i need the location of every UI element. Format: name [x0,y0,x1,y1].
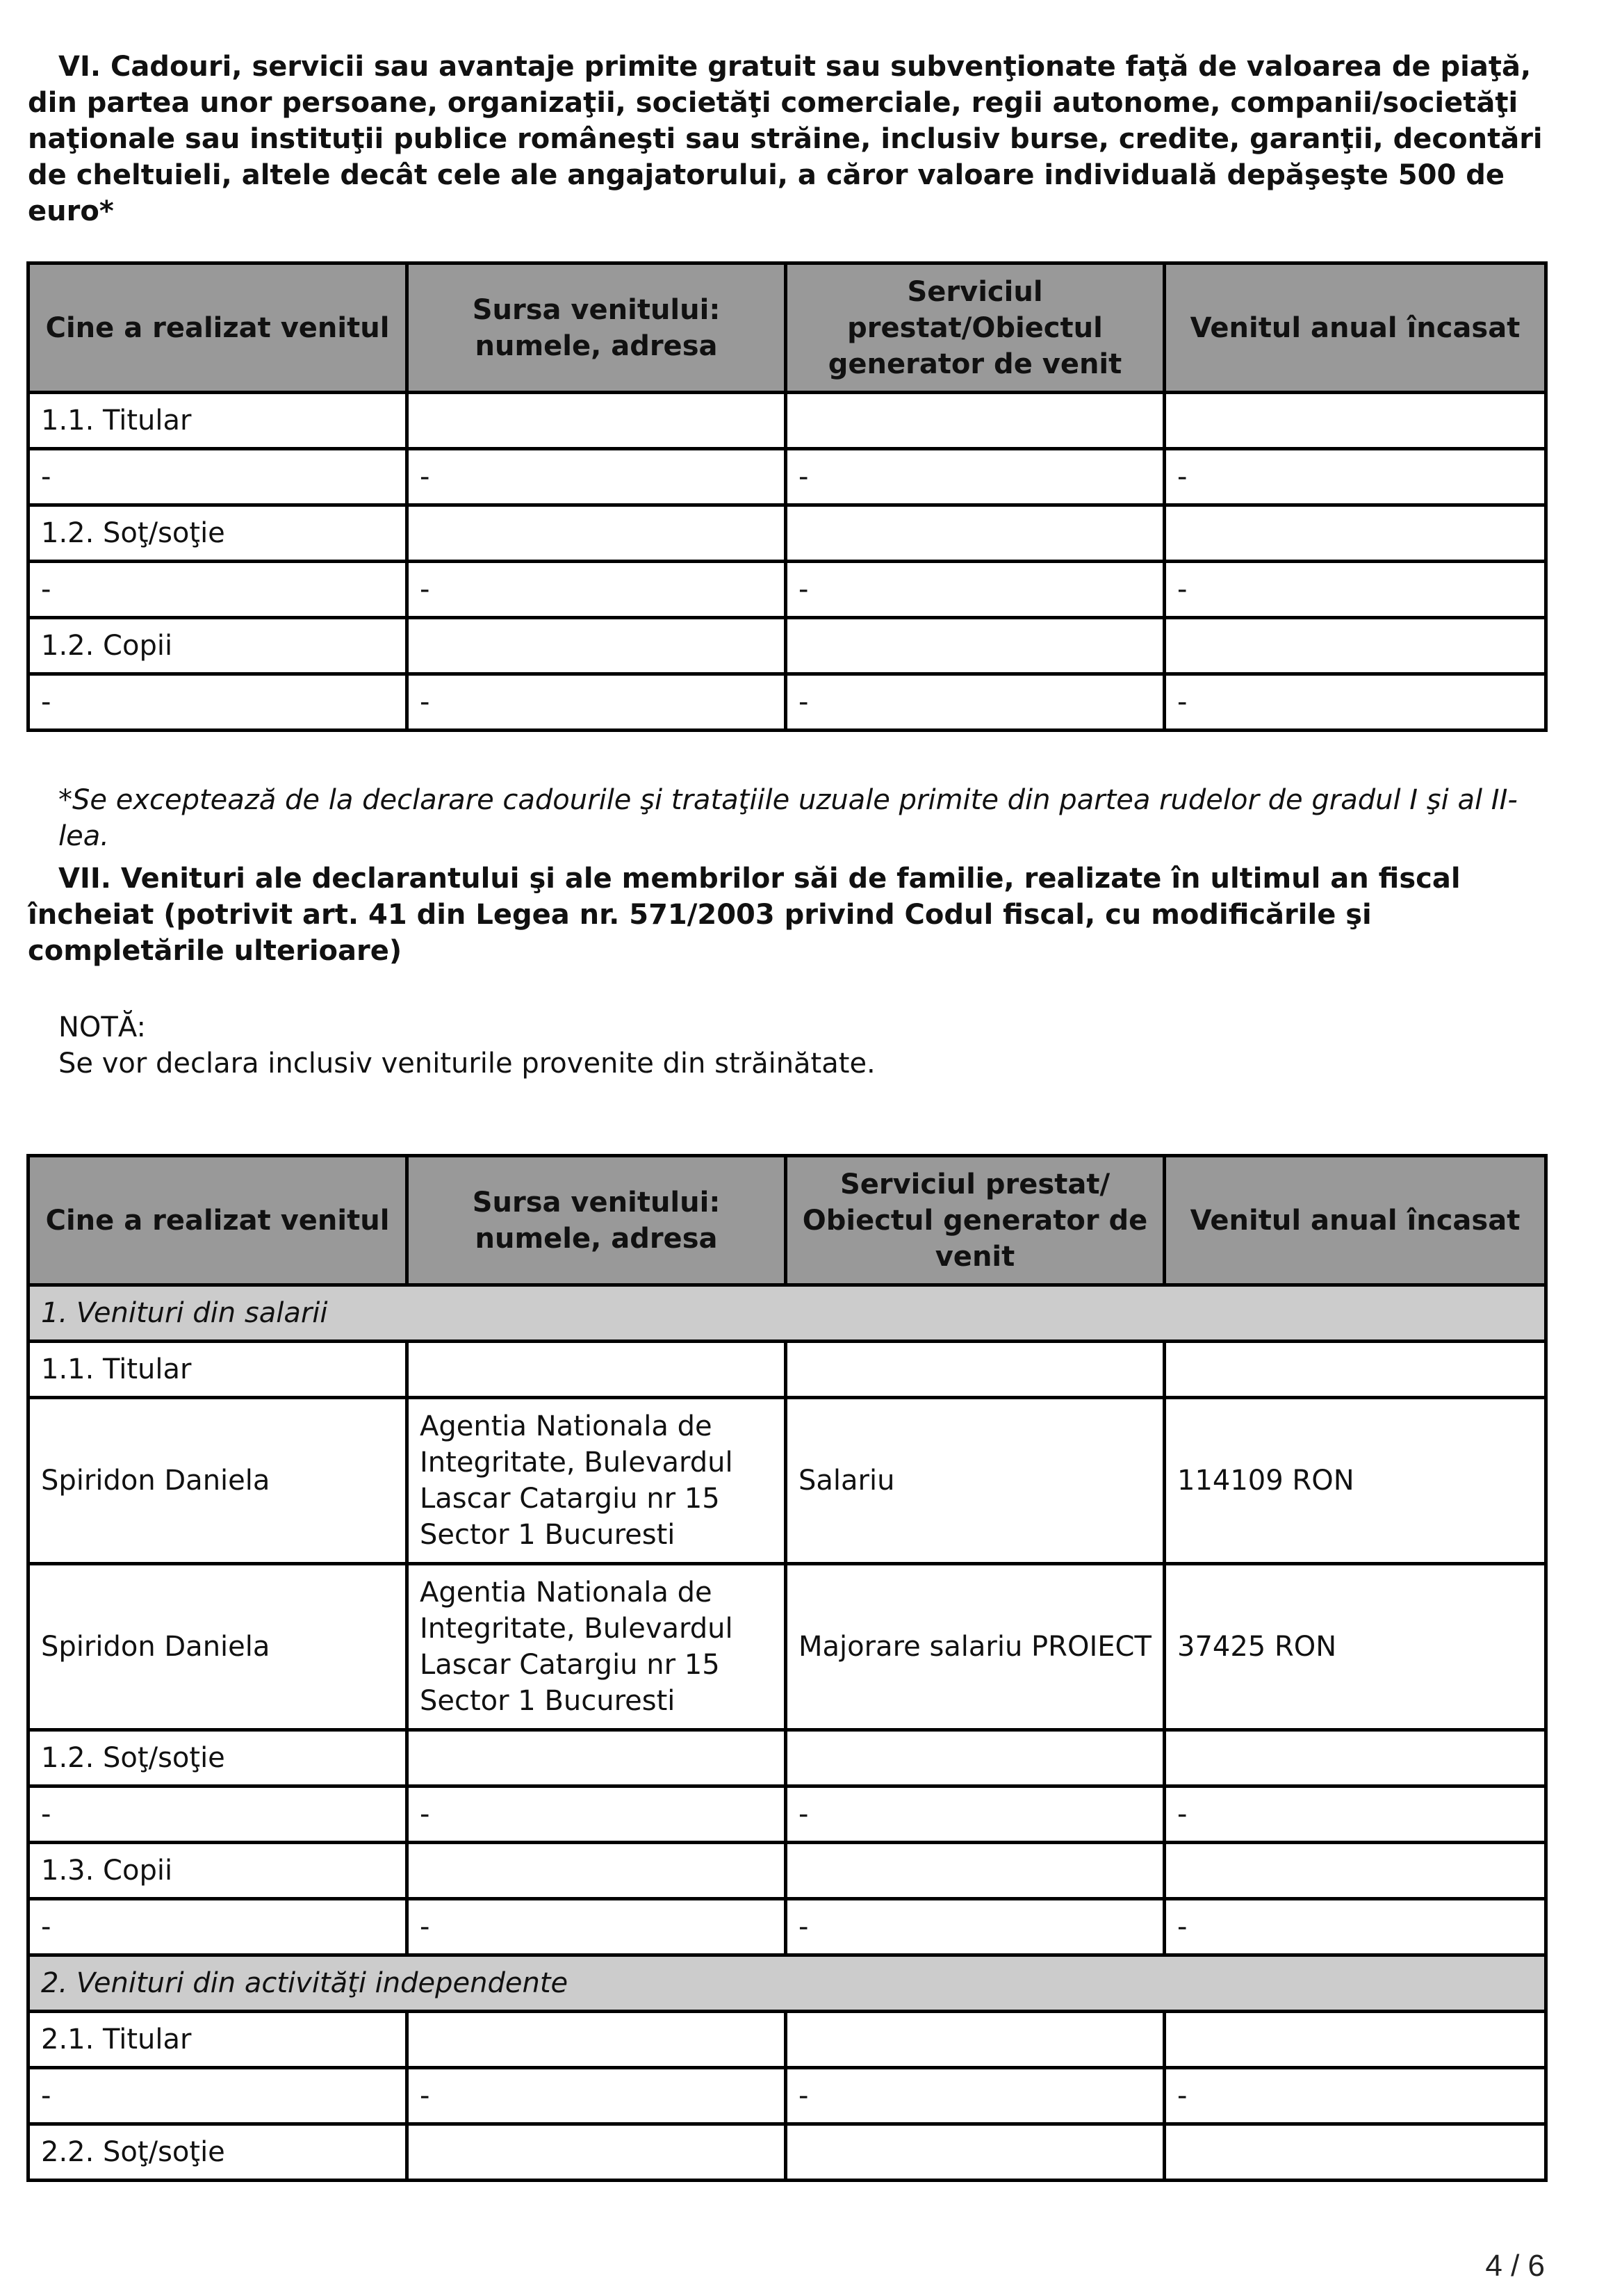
table-cell [786,618,1165,674]
table-cell [407,1342,786,1398]
column-header-source: Sursa venitului: numele, adresa [407,1156,786,1285]
table-cell [1165,618,1546,674]
table-cell [1165,1342,1546,1398]
column-header-income: Venitul anual încasat [1165,263,1546,393]
section-vi-heading: VI. Cadouri, servicii sau avantaje primite gratuit sau subvenţionate faţă de valoarea de piaţă, din partea unor persoane, organizaţii, societăţi comerciale, regii autonome, companii/societăţi naţionale sau instituţii publice româneşti sau străine, inclusiv burse, credite, garanţii, decontări de cheltuieli, altele decât cele ale angajatorului, a căror valoare individuală depăşeşte 500 de euro* [28,51,1543,227]
table-cell: - [28,2068,407,2124]
table-cell: - [786,562,1165,618]
table-cell [407,393,786,449]
table-cell [1165,2124,1546,2181]
table-cell: 1.2. Soţ/soţie [28,1730,407,1786]
table-cell: 37425 RON [1165,1564,1546,1730]
table-cell [786,1730,1165,1786]
table-cell: 2.2. Soţ/soţie [28,2124,407,2181]
table-header-row [28,1156,1546,1285]
table-cell: Spiridon Daniela [28,1564,407,1730]
table-cell: - [407,1786,786,1843]
table-cell: 1.2. Soţ/soţie [28,505,407,562]
table-cell: - [1165,1786,1546,1843]
table-row [28,562,1546,618]
table-cell: - [28,449,407,505]
table-cell [407,2012,786,2068]
table-row [28,1730,1546,1786]
table-cell: - [786,1786,1165,1843]
column-header-source: Sursa venitului: numele, adresa [407,263,786,393]
section-row-salaries [28,1285,1546,1342]
table-cell [786,2124,1165,2181]
table-cell: - [407,2068,786,2124]
table-cell: 1.2. Copii [28,618,407,674]
table-cell [786,505,1165,562]
table-cell: - [1165,674,1546,731]
column-header-service: Serviciul prestat/Obiectul generator de venit [786,263,1165,393]
table-cell: - [28,674,407,731]
table-cell [407,1730,786,1786]
table-cell: 1.1. Titular [28,1342,407,1398]
section-vii-heading: VII. Venituri ale declarantului şi ale membrilor săi de familie, realizate în ultimul an fiscal încheiat (potrivit art. 41 din Legea nr. 571/2003 privind Codul fiscal, cu modificările şi completările ulterioare) [28,863,1461,967]
table-cell: - [786,449,1165,505]
table-cell: - [407,449,786,505]
table-cell: 1.1. Titular [28,393,407,449]
nota-title: NOTĂ: [58,1011,146,1043]
table-cell [407,1843,786,1899]
table-row [28,1398,1546,1564]
table-cell [786,1342,1165,1398]
table-cell: - [786,2068,1165,2124]
table-cell: Spiridon Daniela [28,1398,407,1564]
table-row [28,2068,1546,2124]
nota-block [58,1009,1552,1082]
column-header-income: Venitul anual încasat [1165,1156,1546,1285]
table-row [28,1843,1546,1899]
table-cell: - [786,1899,1165,1955]
table-cell: - [407,674,786,731]
column-header-service: Serviciul prestat/ Obiectul generator de venit [786,1156,1165,1285]
table-cell [1165,1843,1546,1899]
table-row [28,2012,1546,2068]
table-cell: Majorare salariu PROIECT [786,1564,1165,1730]
gifts-footnote: *Se exceptează de la declarare cadourile şi trataţiile uzuale primite din partea rudelor de gradul I şi al II-lea. [58,784,1518,852]
column-header-who: Cine a realizat venitul [28,263,407,393]
income-table [26,1154,1548,2182]
table-cell [1165,1730,1546,1786]
table-cell: Salariu [786,1398,1165,1564]
table-row [28,1786,1546,1843]
table-row [28,505,1546,562]
table-cell [1165,505,1546,562]
table-cell [407,618,786,674]
table-cell: - [1165,2068,1546,2124]
column-header-who: Cine a realizat venitul [28,1156,407,1285]
table-cell: - [407,1899,786,1955]
table-cell: 2.1. Titular [28,2012,407,2068]
table-cell: - [1165,449,1546,505]
table-row [28,674,1546,731]
gifts-table [26,261,1548,732]
table-cell [407,2124,786,2181]
table-header-row [28,263,1546,393]
table-cell: - [28,1899,407,1955]
table-row [28,618,1546,674]
table-cell: 114109 RON [1165,1398,1546,1564]
table-cell: - [407,562,786,618]
table-cell: 1.3. Copii [28,1843,407,1899]
page-number: 4 / 6 [1485,2249,1545,2283]
nota-text: Se vor declara inclusiv veniturile provenite din străinătate. [58,1048,876,1080]
table-row [28,393,1546,449]
table-row [28,449,1546,505]
table-cell [407,505,786,562]
table-cell: Agentia Nationala de Integritate, Bulevardul Lascar Catargiu nr 15 Sector 1 Bucuresti [407,1564,786,1730]
table-cell: - [1165,1899,1546,1955]
table-row [28,1564,1546,1730]
table-cell: - [28,562,407,618]
table-cell: - [1165,562,1546,618]
section-row-independent [28,1955,1546,2012]
table-cell: - [786,674,1165,731]
table-cell [786,2012,1165,2068]
table-cell: - [28,1786,407,1843]
table-row [28,1899,1546,1955]
table-cell [1165,393,1546,449]
table-cell [786,1843,1165,1899]
table-row [28,1342,1546,1398]
section-label-salaries: 1. Venituri din salarii [28,1285,1546,1342]
table-cell [1165,2012,1546,2068]
table-row [28,2124,1546,2181]
section-label-independent: 2. Venituri din activităţi independente [28,1955,1546,2012]
table-cell: Agentia Nationala de Integritate, Bulevardul Lascar Catargiu nr 15 Sector 1 Bucuresti [407,1398,786,1564]
table-cell [786,393,1165,449]
